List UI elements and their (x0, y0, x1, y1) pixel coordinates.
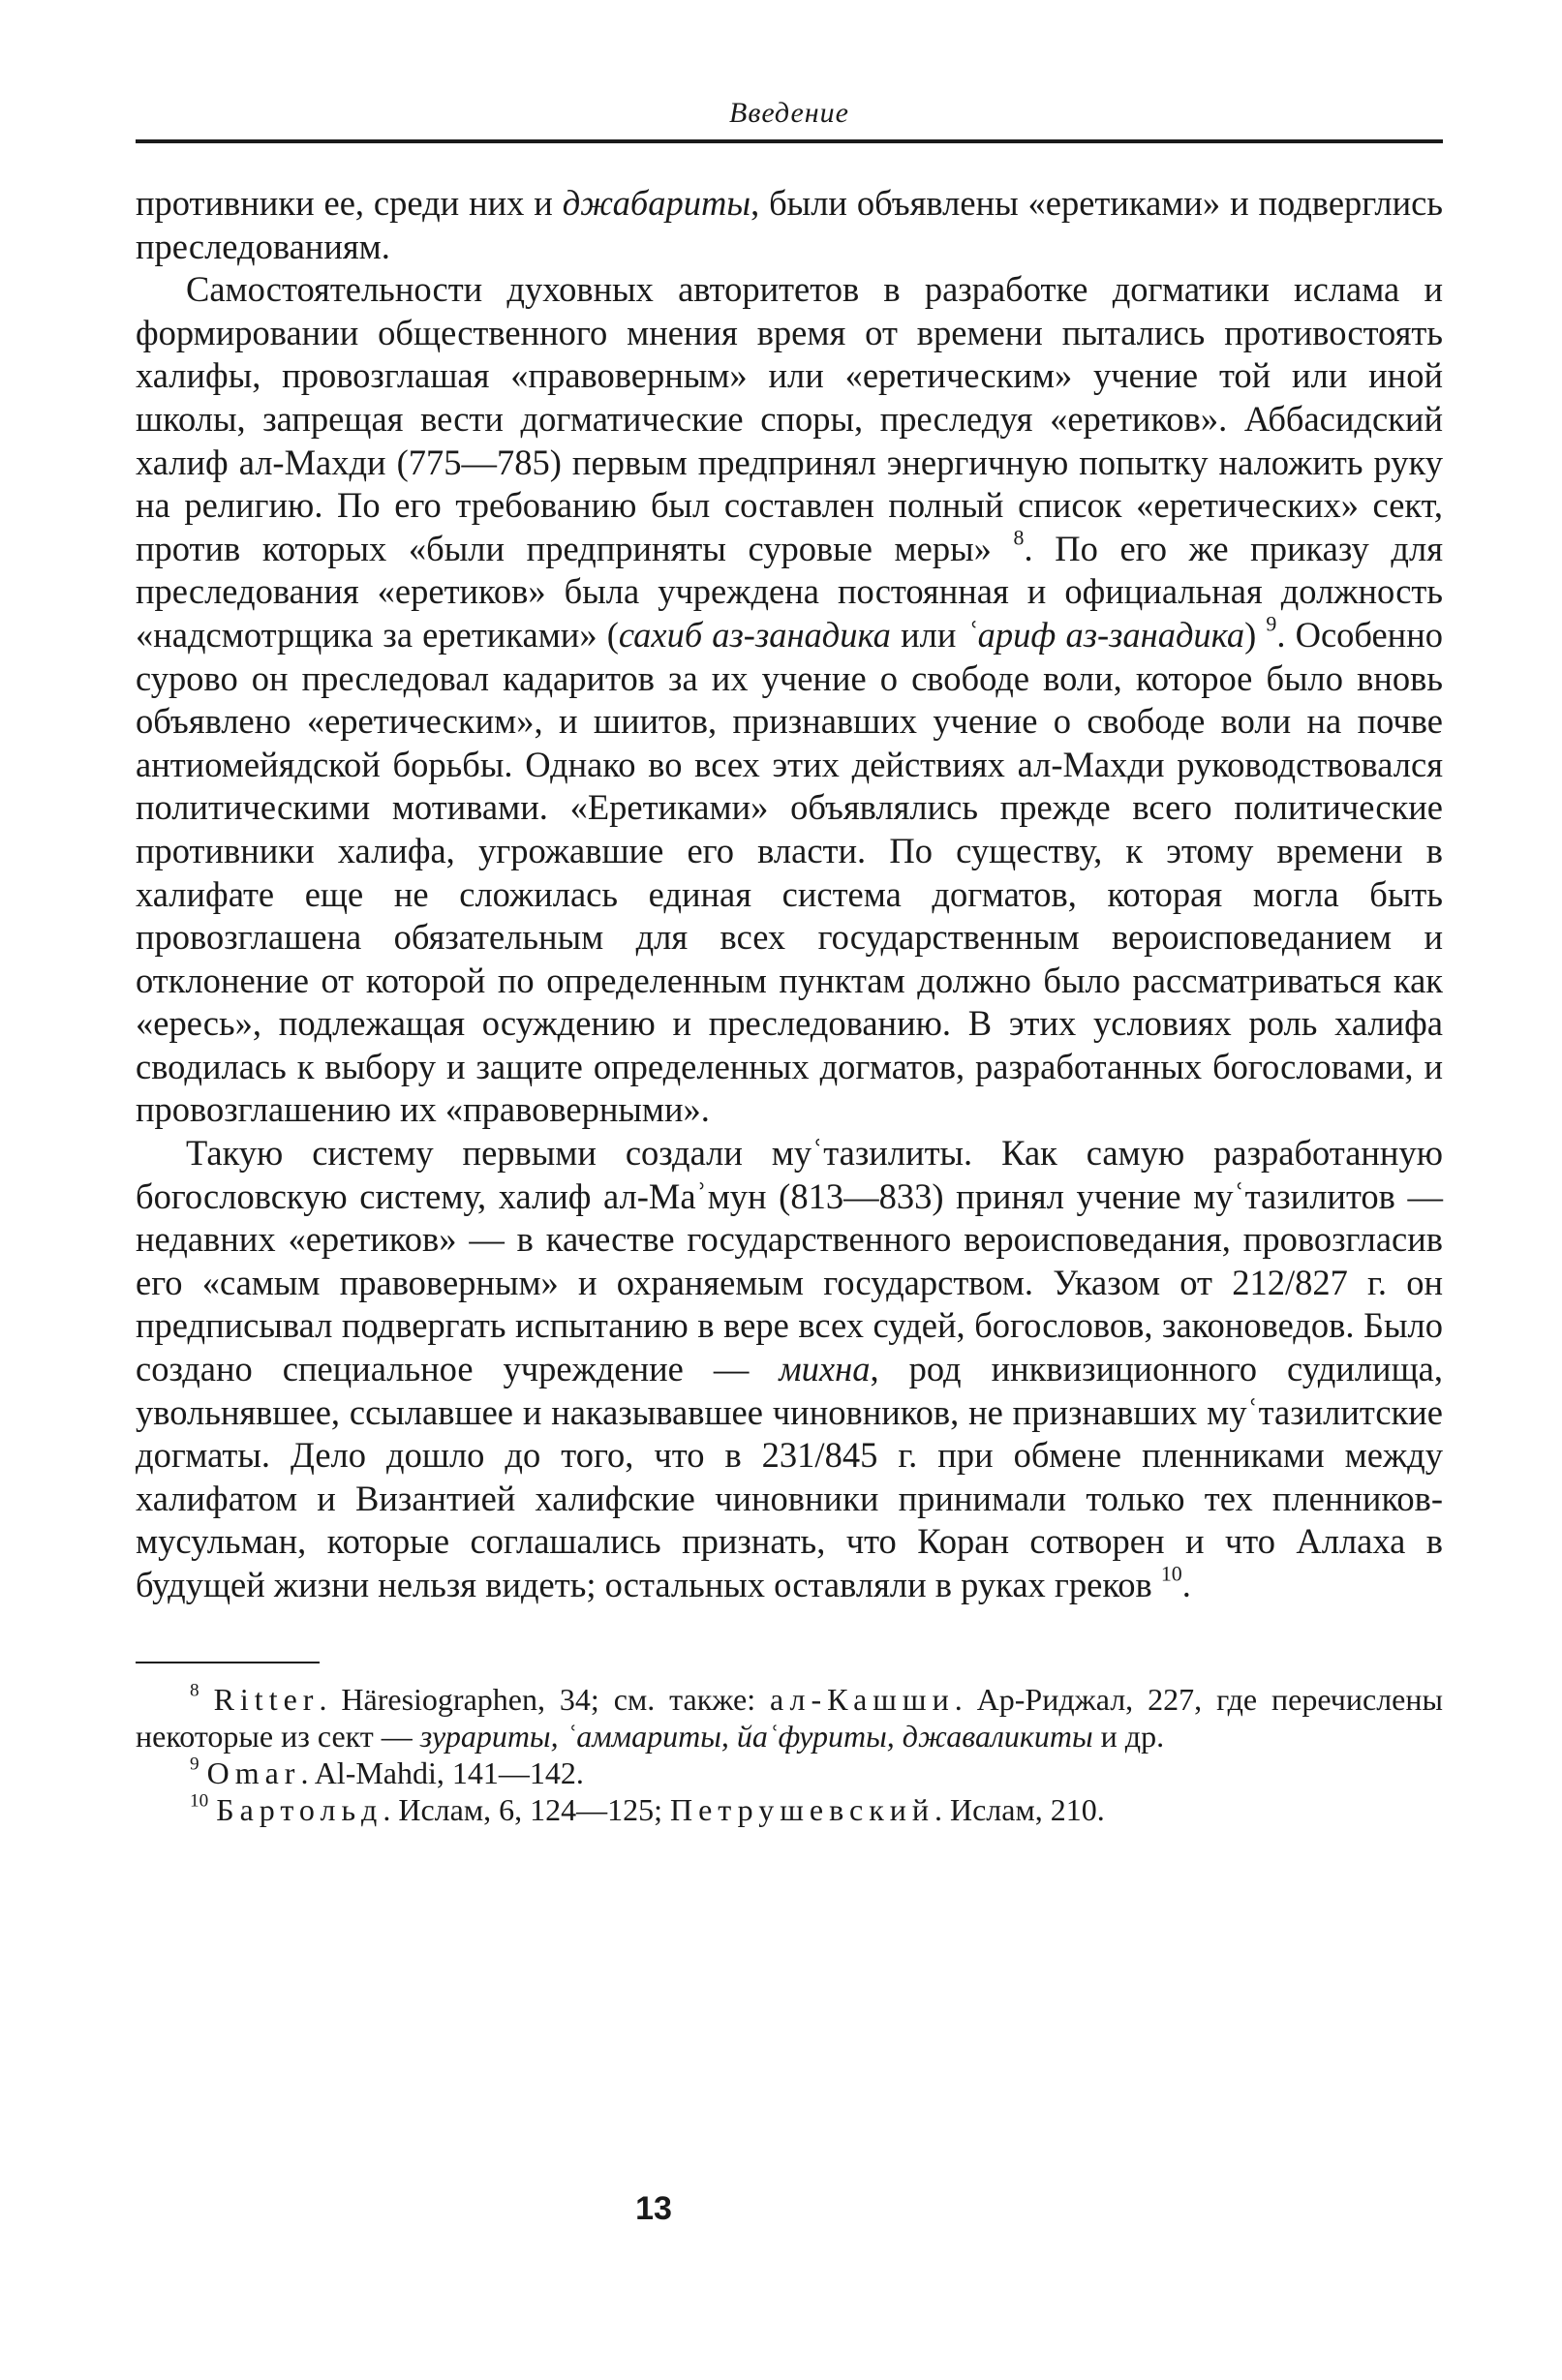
paragraph (136, 182, 1443, 268)
header-rule (136, 139, 1443, 143)
author-name: Omar (206, 1754, 301, 1790)
text-run: . Al-Mahdi, 141—142. (300, 1754, 584, 1790)
text-run: и др. (1092, 1718, 1165, 1754)
footnote (136, 1791, 1443, 1828)
footnote-ref: 10 (1160, 1561, 1182, 1586)
footnote-ref: 8 (190, 1680, 199, 1701)
main-text (136, 182, 1443, 1607)
author-name: Петрушевский (669, 1791, 934, 1827)
running-head: Введение (729, 97, 849, 129)
author-name: ал-Кашши (770, 1681, 955, 1717)
text-run: . По его же приказу для преследования «еретиков» была учреждена постоянная и официальная должность «надсмотрщика за еретиками» ( (136, 528, 1443, 655)
footnote-ref: 9 (1266, 611, 1277, 636)
footnote-rule (136, 1662, 320, 1663)
footnote (136, 1754, 1443, 1791)
text-run: противники ее, среди них и (136, 183, 563, 223)
text-run: , были объявлены «еретиками» и подверглись преследованиям. (136, 183, 1443, 266)
text-run: , род инквизиционного судилища, увольнявшее, ссылавшее и наказывавшее чиновников, не признавших муʿтазилитские догматы. Дело дошло до того, что в 231/845 г. при обмене пленниками между халифатом и Византией халифские чиновники принимали только тех пленников-мусульман, которые соглашались признать, что Коран сотворен и что Аллаха в будущей жизни нельзя видеть; остальных оставляли в руках греков (136, 1349, 1444, 1604)
text-run (199, 1755, 207, 1790)
footnotes (136, 1681, 1443, 1828)
italic-term: джабариты (562, 183, 751, 223)
book-page (136, 93, 1443, 1828)
italic-term: михна (779, 1349, 871, 1389)
text-run: . Особенно сурово он преследовал кадаритов за их учение о свободе воли, которое было вновь объявлено «еретическим», и шиитов, признавших учение о свободе воли на почве антиомейядской борьбы. Однако во всех этих действиях ал-Махди руководствовался политическими мотивами. «Еретиками» объявлялись прежде всего политические противники халифа, угрожавшие его власти. По существу, к этому времени в халифате еще не сложилась единая система догматов, которая могла быть провозглашена обязательным для всех государственным вероисповеданием и отклонение от которой по определенным пунктам должно было рассматриваться как «ересь», подлежащая осуждению и преследованию. В этих условиях роль халифа сводилась к выбору и защите определенных догматов, разработанных богословами, и провозглашению их «правоверными». (136, 614, 1444, 1130)
text-run: . Ислам, 6, 124—125; (383, 1791, 670, 1827)
footnote-ref: 10 (190, 1790, 209, 1812)
text-run: Такую систему первыми создали муʿтазилиты. Как самую разработанную богословскую систему, халиф ал-Маʾмун (813—833) принял учение муʿтазилитов — недавних «еретиков» — в качестве государственного вероисповедания, провозгласив его «самым правоверным» и охраняемым государством. Указом от 212/827 г. он предписывал подвергать испытанию в вере всех судей, богословов, законоведов. Было создано специальное учреждение — (136, 1133, 1443, 1389)
footnote-ref: 9 (190, 1754, 199, 1775)
paragraph (136, 268, 1443, 1132)
author-name: Ritter (213, 1681, 320, 1717)
text-run: . Häresiographen, 34; см. также: (319, 1681, 771, 1717)
italic-term: ʿариф аз-занадика (965, 614, 1245, 655)
author-name: Бартольд (216, 1791, 383, 1827)
text-run: . (1181, 1565, 1191, 1604)
text-run: . Ислам, 210. (934, 1791, 1105, 1827)
text-run: или (890, 614, 966, 655)
page-number: 13 (635, 2190, 672, 2227)
footnote (136, 1681, 1443, 1754)
text-run (199, 1682, 214, 1717)
footnote-ref: 8 (1013, 525, 1025, 550)
italic-term: зурариты, ʿаммариты, йаʿфуриты, джаваликиты (419, 1718, 1093, 1754)
italic-term: сахиб аз-занадика (618, 614, 891, 655)
text-run (208, 1792, 216, 1827)
text-run: ) (1244, 614, 1267, 655)
text-run: Самостоятельности духовных авторитетов в разработке догматики ислама и формировании общественного мнения время от времени пытались противостоять халифы, провозглашая «правоверным» или «еретическим» учение той или иной школы, запрещая вести догматические споры, преследуя «еретиков». Аббасидский халиф ал-Махди (775—785) первым предпринял энергичную попытку наложить руку на религию. По его требованию был составлен полный список «еретических» сект, против которых «были предприняты суровые меры» (136, 269, 1443, 568)
paragraph (136, 1132, 1443, 1607)
text-run: . Ар-Риджал, 227, где перечислены некоторые из сект — (136, 1681, 1444, 1754)
